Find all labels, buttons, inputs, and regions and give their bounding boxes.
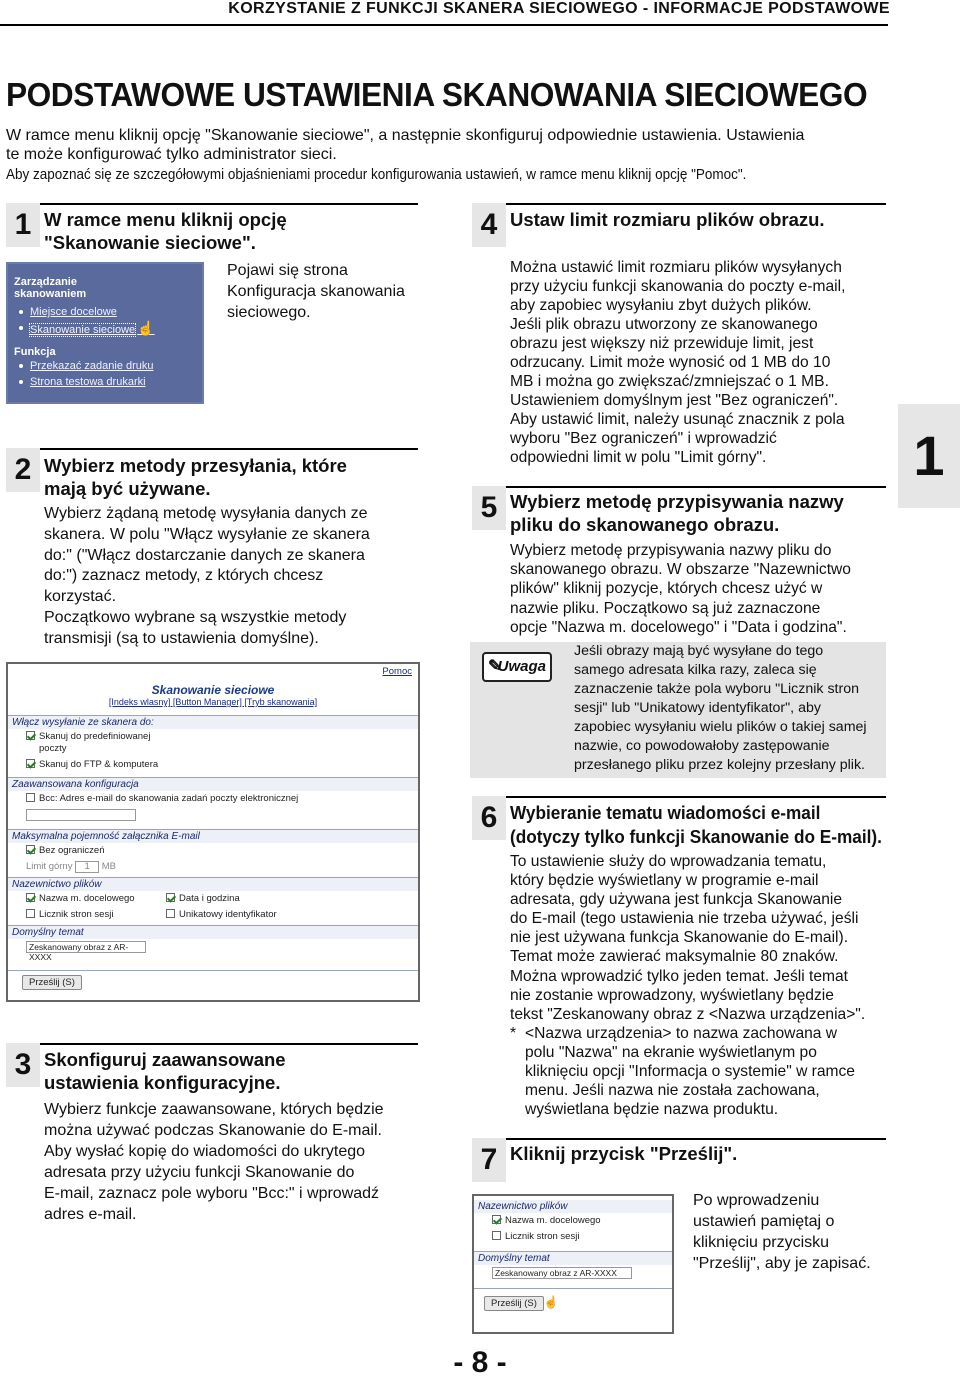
section-enable-sending: Włącz wysyłanie ze skanera do: <box>8 715 418 729</box>
upper-limit-select[interactable]: 1 <box>75 861 99 873</box>
page-number: - 8 - <box>453 1346 507 1379</box>
step-rule <box>6 1043 418 1045</box>
step-number-7: 7 <box>472 1138 506 1182</box>
submit-screenshot <box>472 1194 674 1334</box>
checkbox-unique-id[interactable]: Unikatowy identyfikator <box>166 909 277 921</box>
intro-line-3: Aby zapoznać się ze szczegółowymi objaśnieniami procedur konfigurowania ustawień, w ramce menu kliknij opcję "Pomoc". <box>6 167 747 183</box>
help-link[interactable]: Pomoc <box>382 666 412 677</box>
checkbox-page-counter[interactable]: Licznik stron sesji <box>26 909 166 921</box>
checkbox-no-limit[interactable]: Bez ograniczeń <box>8 843 418 859</box>
step-number-3: 3 <box>6 1043 40 1087</box>
section-default-subject: Domyślny temat <box>474 1251 672 1265</box>
section-advanced-config: Zaawansowana konfiguracja <box>8 777 418 791</box>
step-3-text: Wybierz funkcje zaawansowane, których będzie można używać podczas Skanowanie do E-mail. Aby wysłać kopię do wiadomości do ukrytego adresata przy użyciu funkcji Skanowanie do E-mail, zaznacz pole wyboru "Bcc:" i wprowadź adres e-mail. <box>44 1101 384 1223</box>
checkbox-scan-to-email[interactable]: Skanuj do predefiniowanej poczty <box>8 729 418 757</box>
step-1-heading: W ramce menu kliknij opcję "Skanowanie sieciowe". <box>44 209 287 253</box>
step-4-heading: Ustaw limit rozmiaru plików obrazu. <box>510 209 825 230</box>
checkbox-destination-name[interactable]: Nazwa m. docelowego <box>474 1213 672 1229</box>
checkbox-icon[interactable] <box>26 731 35 740</box>
checkbox-page-counter[interactable]: Licznik stron sesji <box>474 1229 672 1245</box>
step-2-text: Wybierz żądaną metodę wysyłania danych ze skanera. W polu "Włącz wysyłanie ze skanera do:" ("Włącz dostarczanie danych ze skanera do:") zaznacz metody, z których chcesz korzystać. Początkowo wybrane są wszystkie metody transmisji (są to ustawienia domyślne). <box>44 505 370 647</box>
step-number-2: 2 <box>6 448 40 492</box>
step-2-heading: Wybierz metody przesyłania, które mają być używane. <box>44 455 347 499</box>
hand-cursor-icon: ☝ <box>137 320 155 336</box>
subject-field[interactable]: Zeskanowany obraz z AR-XXXX <box>26 941 146 953</box>
step-4-text: Można ustawić limit rozmiaru plików wysyłanych przy użyciu funkcji skanowania do poczty e-mail, aby zapobiec wysyłaniu zbyt dużych plików. Jeśli plik obrazu utworzony ze skanowanego obrazu jest większy niż przewiduje limit, jest odrzucany. Limit może wynosić od 1 MB do 10 MB i można go zwiększać/zmniejszać o 1 MB. Ustawieniem domyślnym jest "Bez ograniczeń". Aby ustawić limit, należy usunąć znacznik z pola wyboru "Bez ograniczeń" i wprowadzić odpowiedni limit w polu "Limit górny". <box>510 259 846 466</box>
config-title: Skanowanie sieciowe <box>151 683 275 697</box>
step-1-text: Pojawi się strona Konfiguracja skanowania sieciowego. <box>227 262 405 321</box>
menu-item-destination[interactable]: Miejsce docelowe <box>14 304 202 320</box>
intro-line-1: W ramce menu kliknij opcję "Skanowanie sieciowe", a następnie skonfiguruj odpowiednie ustawienia. Ustawienia <box>6 127 805 144</box>
upper-limit-row: Limit górny 1 MB <box>26 861 116 872</box>
submit-button[interactable]: Prześlij (S) <box>484 1296 544 1311</box>
section-file-naming: Nazewnictwo plików <box>474 1200 672 1213</box>
step-7-heading: Kliknij przycisk "Prześlij". <box>510 1143 738 1164</box>
step-6-heading: Wybieranie tematu wiadomości e-mail (dotyczy tylko funkcji Skanowanie do E-mail). <box>510 802 882 847</box>
step-number-1: 1 <box>6 203 40 247</box>
step-number-6: 6 <box>472 796 506 840</box>
menu-group-scan-management: Zarządzanie skanowaniem <box>14 276 87 300</box>
running-header: KORZYSTANIE Z FUNKCJI SKANERA SIECIOWEGO - INFORMACJE PODSTAWOWE <box>228 0 890 17</box>
step-rule <box>472 203 886 205</box>
chapter-tab: 1 <box>898 404 960 508</box>
checkbox-bcc[interactable]: Bcc: Adres e-mail do skanowania zadań poczty elektronicznej <box>8 791 418 807</box>
page-title: PODSTAWOWE USTAWIENIA SKANOWANIA SIECIOWEGO <box>6 76 868 113</box>
checkbox-icon[interactable] <box>26 845 35 854</box>
hand-cursor-icon: ☝ <box>543 1295 559 1309</box>
section-max-attachment: Maksymalna pojemność załącznika E-mail <box>8 829 418 843</box>
menu-frame-screenshot <box>6 262 204 404</box>
section-default-subject: Domyślny temat <box>8 925 418 939</box>
section-file-naming: Nazewnictwo plików <box>8 877 418 891</box>
subject-field[interactable]: Zeskanowany obraz z AR-XXXX <box>492 1267 632 1279</box>
footnote-mark: * <box>510 1025 517 1042</box>
step-rule <box>472 486 886 488</box>
step-number-4: 4 <box>472 203 506 247</box>
step-rule <box>472 796 886 798</box>
step-7-text: Po wprowadzeniu ustawień pamiętaj o kliknięciu przycisku "Prześlij", aby je zapisać. <box>693 1192 871 1272</box>
step-6-footnote: <Nazwa urządzenia> to nazwa zachowana w polu "Nazwa" na ekranie wyświetlanym po kliknięciu opcji "Informacja o systemie" w ramce menu. Jeśli nazwa nie została zachowana, wyświetlana będzie nazwa produktu. <box>525 1025 855 1119</box>
checkbox-date-time[interactable]: Data i godzina <box>166 893 240 905</box>
checkbox-icon[interactable] <box>26 759 35 768</box>
note-text: Jeśli obrazy mają być wysyłane do tego samego adresata kilka razy, zaleca się zaznaczenie także pola wyboru "Licznik stron sesji" lub "Unikatowy identyfikator", aby zapobiec wysyłaniu wielu plików o takiej samej nazwie, co powodowałoby zastępowanie przesłanego pliku przez kolejny przesłany plik. <box>574 643 867 773</box>
menu-item-print-job[interactable]: Przekazać zadanie druku <box>14 358 202 374</box>
step-rule <box>472 1138 886 1140</box>
menu-group-function: Funkcja <box>14 346 56 358</box>
bcc-address-field[interactable] <box>26 809 136 821</box>
checkbox-destination-name[interactable]: Nazwa m. docelowego <box>26 893 166 905</box>
checkbox-scan-to-ftp[interactable]: Skanuj do FTP & komputera <box>8 757 418 773</box>
menu-item-printer-test-page[interactable]: Strona testowa drukarki <box>14 374 202 390</box>
config-links[interactable]: [Indeks wlasny] [Button Manager] [Tryb skanowania] <box>108 697 318 707</box>
pencil-icon: ✎ <box>488 658 502 675</box>
step-rule <box>6 203 418 205</box>
step-6-text: To ustawienie służy do wprowadzania tematu, który będzie wyświetlany w programie e-mail adresata, gdy używana jest funkcja Skanowanie do E-mail (tego ustawienia nie trzeba używać, jeśli nie jest używana funkcja Skanowanie do E-mail). Temat może zawierać maksymalnie 80 znaków. Można wprowadzić tylko jeden temat. Jeśli temat nie zostanie wprowadzony, wyświetlany będzie tekst "Zeskanowany obraz z <Nazwa urządzenia>". <box>510 853 866 1023</box>
step-5-heading: Wybierz metodę przypisywania nazwy pliku do skanowanego obrazu. <box>510 491 844 535</box>
header-rule <box>0 24 888 26</box>
submit-button[interactable]: Prześlij (S) <box>22 975 82 990</box>
step-rule <box>6 448 418 450</box>
checkbox-icon[interactable] <box>26 793 35 802</box>
menu-item-network-scanning[interactable]: Skanowanie sieciowe ☝ <box>14 320 202 338</box>
step-3-heading: Skonfiguruj zaawansowane ustawienia konfiguracyjne. <box>44 1049 286 1093</box>
intro-line-2: te może konfigurować tylko administrator sieci. <box>6 146 337 163</box>
step-5-text: Wybierz metodę przypisywania nazwy pliku do skanowanego obrazu. W obszarze "Nazewnictwo plików" kliknij pozycje, których chcesz użyć w nazwie pliku. Początkowo są już zaznaczone opcje "Nazwa m. docelowego" i "Data i godzina". <box>510 542 851 636</box>
step-number-5: 5 <box>472 486 506 530</box>
note-badge: ✎ Uwaga <box>482 652 552 682</box>
network-scanning-config-screenshot <box>6 662 420 1002</box>
